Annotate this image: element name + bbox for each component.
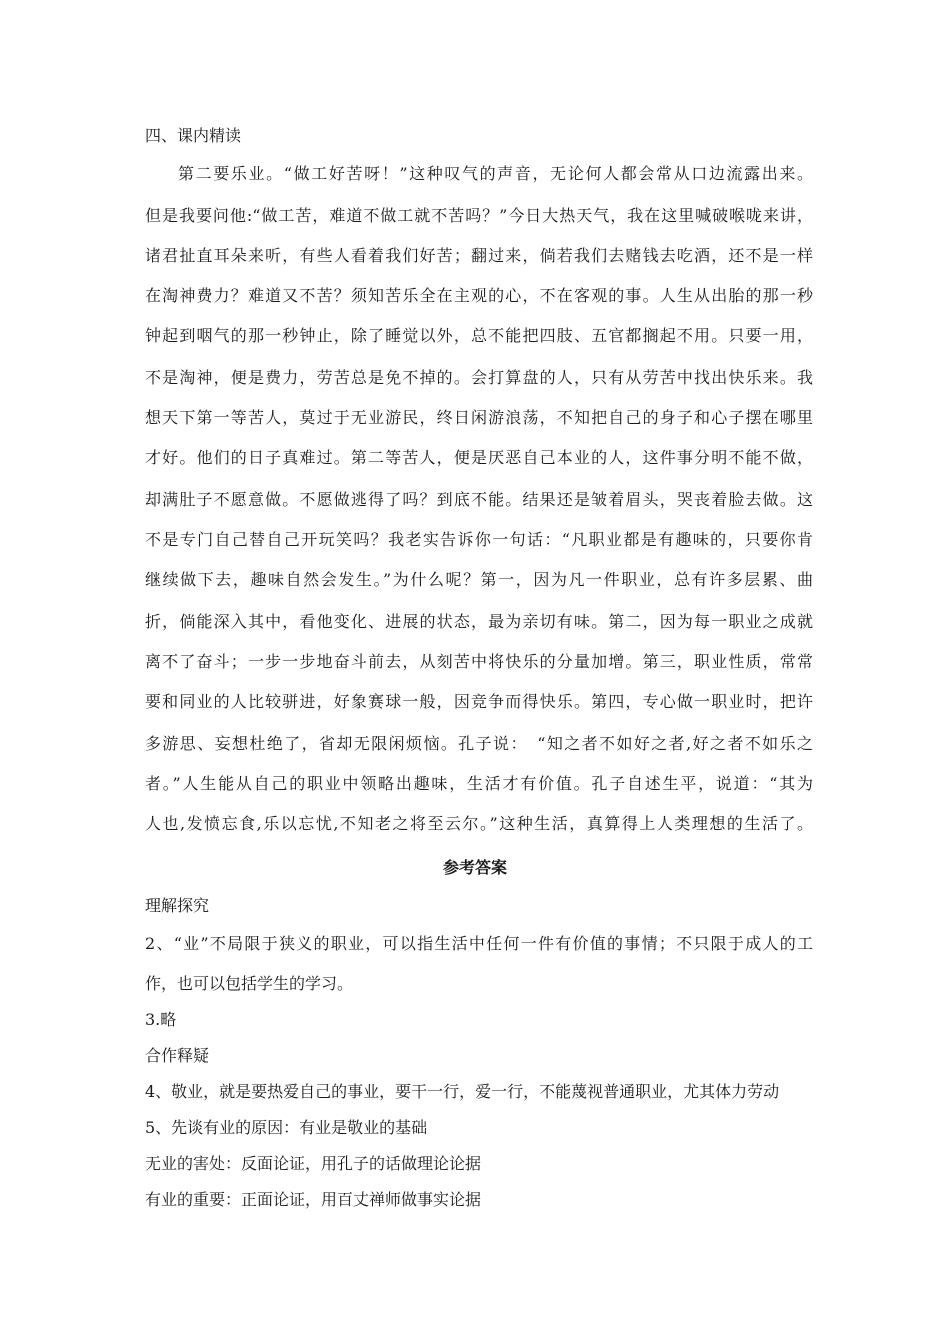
answer-item-4: 4、敬业，就是要热爱自己的事业，要干一行，爱一行，不能蔑视普通职业，尤其体力劳动: [145, 1082, 780, 1101]
passage-line: 不是专门自己替自己开玩笑吗？我老实告诉你一句话：“凡职业都是有趣味的，只要你肯: [145, 530, 813, 549]
section-heading: 四、课内精读: [145, 126, 242, 145]
passage-line: 人也,发愤忘食,乐以忘忧,不知老之将至云尔。”这种生活，真算得上人类理想的生活了。: [145, 814, 813, 833]
answers-title: 参考答案: [442, 858, 507, 877]
answer-item-2-line1: 2、“业”不局限于狭义的职业，可以指生活中任何一件有价值的事情；不只限于成人的工: [145, 934, 813, 953]
passage-line: 折，倘能深入其中，看他变化、进展的状态，最为亲切有味。第二，因为每一职业之成就: [145, 612, 813, 631]
passage-line: 但是我要问他:“做工苦，难道不做工就不苦吗？”今日大热天气，我在这里喊破喉咙来讲，: [145, 206, 813, 225]
passage-line: 离不了奋斗；一步一步地奋斗前去，从刻苦中将快乐的分量加增。第三，职业性质，常常: [145, 652, 813, 671]
passage-line: 在淘神费力？难道又不苦？须知苦乐全在主观的心，不在客观的事。人生从出胎的那一秒: [145, 286, 813, 305]
passage-line: 才好。他们的日子真难过。第二等苦人，便是厌恶自己本业的人，这件事分明不能不做，: [145, 448, 813, 467]
answer-item-2-line2: 作，也可以包括学生的学习。: [145, 974, 354, 993]
passage-line: 不是淘神，便是费力，劳苦总是免不掉的。会打算盘的人，只有从劳苦中找出快乐来。我: [145, 368, 813, 387]
passage-line: 者。”人生能从自己的职业中领略出趣味，生活才有价值。孔子自述生平，说道：“其为: [145, 774, 813, 793]
answers-part1-heading: 理解探究: [145, 896, 210, 915]
answer-item-5: 5、先谈有业的原因：有业是敬业的基础: [145, 1118, 428, 1137]
passage-line: 想天下第一等苦人，莫过于无业游民，终日闲游浪荡，不知把自己的身子和心子摆在哪里: [145, 408, 813, 427]
answers-part2-heading: 合作释疑: [145, 1046, 210, 1065]
passage-line: 第二要乐业。“做工好苦呀！”这种叹气的声音，无论何人都会常从口边流露出来。: [178, 164, 813, 183]
passage-line: 诸君扯直耳朵来听，有些人看着我们好苦；翻过来，倘若我们去赌钱去吃酒，还不是一样: [145, 246, 813, 265]
passage-line: 钟起到咽气的那一秒钟止，除了睡觉以外，总不能把四肢、五官都搁起不用。只要一用，: [145, 326, 813, 345]
passage-line: 继续做下去，趣味自然会发生。”为什么呢？第一，因为凡一件职业，总有许多层累、曲: [145, 570, 813, 589]
passage-line: 多游思、妄想杜绝了，省却无限闲烦恼。孔子说： “知之者不如好之者,好之者不如乐之: [145, 734, 813, 753]
answer-point-1: 无业的害处：反面论证，用孔子的话做理论论据: [145, 1154, 482, 1173]
passage-line: 却满肚子不愿意做。不愿做逃得了吗？到底不能。结果还是皱着眉头，哭丧着脸去做。这: [145, 490, 813, 509]
answer-point-2: 有业的重要：正面论证，用百丈禅师做事实论据: [145, 1190, 482, 1209]
passage-line: 要和同业的人比较骈进，好象赛球一般，因竞争而得快乐。第四，专心做一职业时，把许: [145, 692, 813, 711]
answer-item-3: 3.略: [145, 1010, 177, 1029]
